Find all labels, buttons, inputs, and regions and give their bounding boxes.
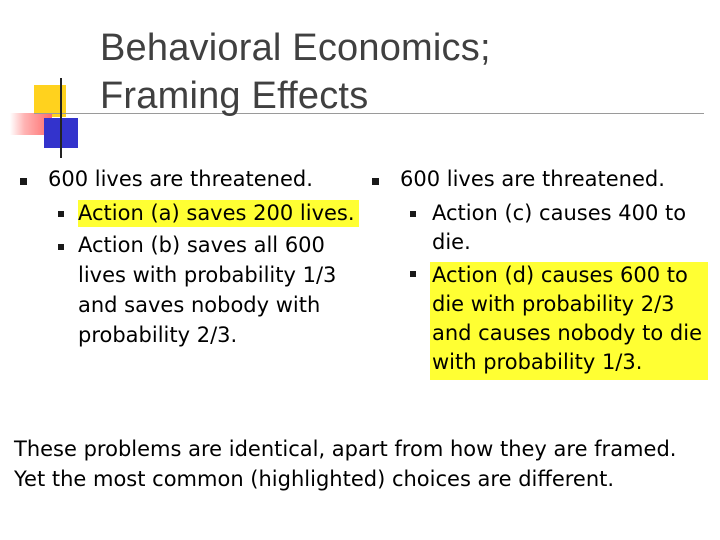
decorative-vertical-line (60, 78, 62, 158)
bullet-square-icon (410, 211, 416, 217)
right-action-c-line-1: Action (c) causes 400 to (432, 201, 687, 225)
slide-title (100, 24, 491, 120)
left-action-b-line-1: Action (b) saves all 600 (78, 233, 325, 257)
right-action-c-line-2: die. (432, 230, 471, 254)
left-action-b-line-4: probability 2/3. (78, 323, 238, 347)
bullet-square-icon (410, 271, 416, 277)
left-action-b-line-2: lives with probability 1/3 (78, 263, 337, 287)
left-action-b-line-3: and saves nobody with (78, 293, 321, 317)
bullet-square-icon (372, 178, 379, 185)
bullet-square-icon (58, 244, 64, 250)
right-action-d-line-2: die with probability 2/3 (432, 292, 675, 316)
conclusion-line-2: Yet the most common (highlighted) choices are different. (14, 467, 615, 491)
right-action-d-line-4: with probability 1/3. (432, 350, 643, 374)
title-line-2: Framing Effects (100, 75, 369, 117)
left-action-a-highlighted: Action (a) saves 200 lives. (78, 200, 359, 227)
right-main-bullet: 600 lives are threatened. (400, 167, 665, 191)
conclusion-text (14, 434, 676, 494)
right-action-d-line-1: Action (d) causes 600 to (432, 263, 688, 287)
right-action-d-line-3: and causes nobody to die (432, 321, 702, 345)
conclusion-line-1: These problems are identical, apart from how they are framed. (14, 437, 677, 461)
bullet-square-icon (58, 211, 64, 217)
title-line-1: Behavioral Economics; (100, 27, 491, 69)
bullet-square-icon (20, 178, 27, 185)
left-main-bullet: 600 lives are threatened. (48, 167, 313, 191)
